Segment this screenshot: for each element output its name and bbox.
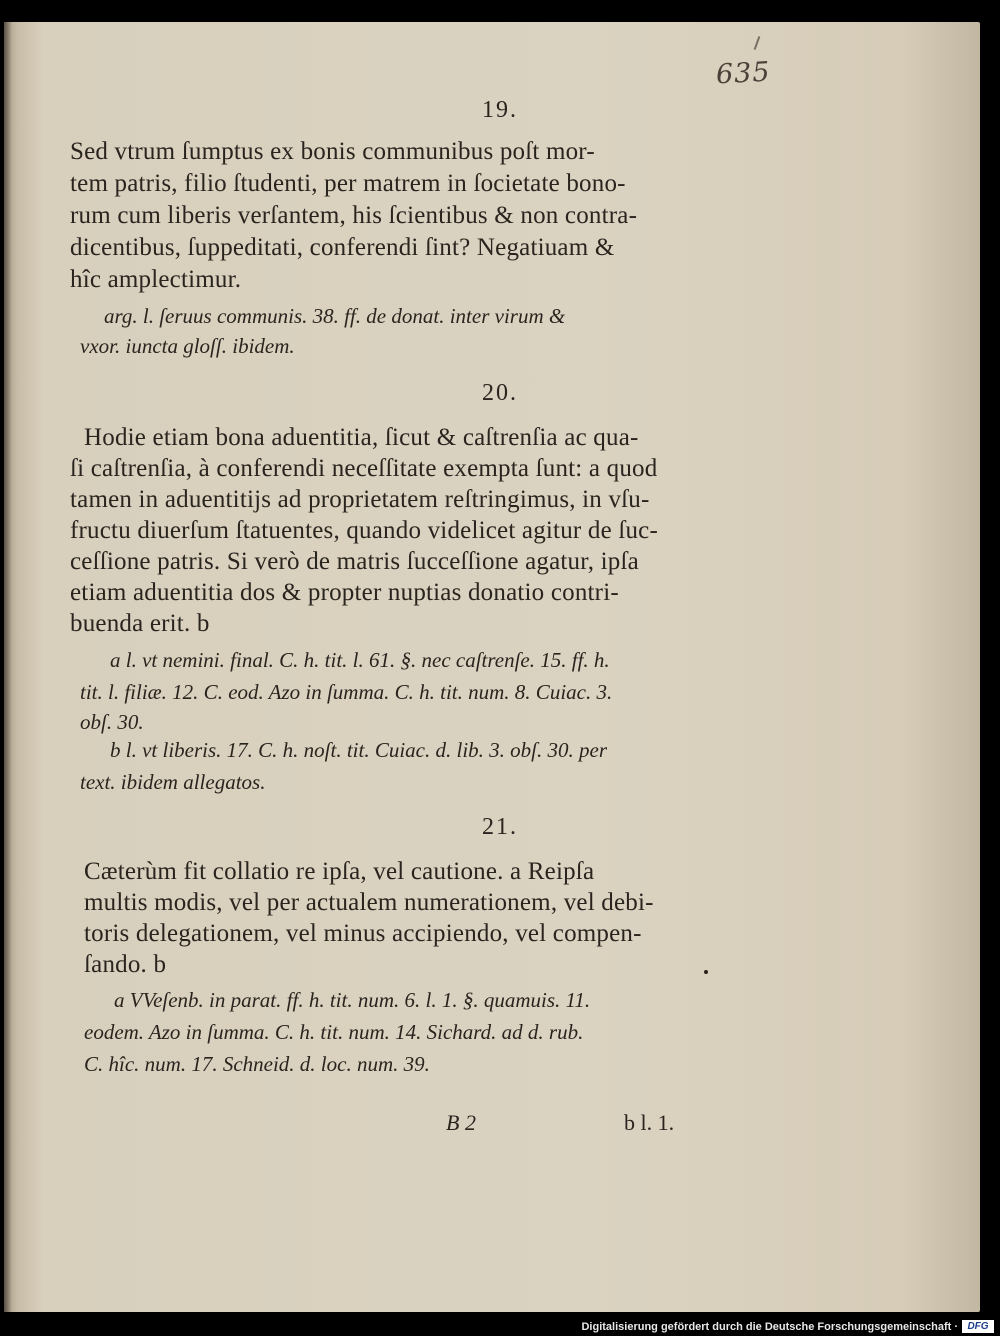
section-20-line-4: fructu diuerſum ſtatuentes, quando videlicet agitur de ſuc- bbox=[70, 517, 658, 544]
section-20-note-1: a l. vt nemini. final. C. h. tit. l. 61. §. nec caſtrenſe. 15. ff. h. bbox=[110, 648, 610, 672]
section-20-line-5: ceſſione patris. Si verò de matris ſucceſſione agatur, ipſa bbox=[70, 548, 639, 575]
section-19-line-4: dicentibus, ſuppeditati, conferendi ſint? Negatiuam & bbox=[70, 234, 615, 261]
section-19-line-5: hîc amplectimur. bbox=[70, 266, 242, 293]
section-21-note-2: eodem. Azo in ſumma. C. h. tit. num. 14. Sichard. ad d. rub. bbox=[84, 1020, 584, 1044]
section-19-line-2: tem patris, filio ſtudenti, per matrem in ſocietate bono- bbox=[70, 170, 626, 197]
dfg-logo: DFG bbox=[962, 1320, 994, 1333]
section-20-line-3: tamen in aduentitijs ad proprietatem reſtringimus, in vſu- bbox=[70, 486, 650, 513]
section-21-line-3: toris delegationem, vel minus accipiendo, vel compen- bbox=[84, 920, 642, 947]
section-20-note-2: tit. l. filiæ. 12. C. eod. Azo in ſumma. C. h. tit. num. 8. Cuiac. 3. bbox=[80, 680, 613, 704]
section-20-note-4: b l. vt liberis. 17. C. h. noſt. tit. Cuiac. d. lib. 3. obſ. 30. per bbox=[110, 738, 607, 762]
section-19-note-1: arg. l. ſeruus communis. 38. ff. de donat. inter virum & bbox=[104, 304, 566, 328]
section-21-line-2: multis modis, vel per actualem numerationem, vel debi- bbox=[84, 889, 654, 916]
catchword: b l. 1. bbox=[624, 1110, 675, 1135]
section-number-19: 19. bbox=[482, 97, 518, 123]
ink-speck bbox=[704, 970, 708, 974]
section-20-line-6: etiam aduentitia dos & propter nuptias donatio contri- bbox=[70, 579, 619, 606]
credit-text: Digitalisierung gefördert durch die Deutsche Forschungsgemeinschaft · bbox=[581, 1321, 958, 1333]
section-21-line-1: Cæterùm fit collatio re ipſa, vel cautione. a Reipſa bbox=[84, 858, 595, 885]
section-20-line-2: ſi caſtrenſia, à conferendi neceſſitate exempta ſunt: a quod bbox=[70, 455, 658, 482]
section-20-note-5: text. ibidem allegatos. bbox=[80, 770, 266, 794]
section-number-21: 21. bbox=[482, 814, 518, 840]
section-21-line-4: ſando. b bbox=[84, 951, 167, 978]
page-gutter-shadow bbox=[4, 22, 12, 1312]
section-21-note-3: C. hîc. num. 17. Schneid. d. loc. num. 39. bbox=[84, 1052, 430, 1076]
section-19-note-2: vxor. iuncta gloſſ. ibidem. bbox=[80, 334, 295, 358]
section-19-line-3: rum cum liberis verſantem, his ſcientibus & non contra- bbox=[70, 202, 638, 229]
section-20-line-7: buenda erit. b bbox=[70, 610, 210, 637]
section-19-line-1: Sed vtrum ſumptus ex bonis communibus poſt mor- bbox=[70, 138, 595, 165]
section-20-note-3: obſ. 30. bbox=[80, 710, 144, 734]
signature-mark: B 2 bbox=[446, 1110, 476, 1135]
handwritten-page-number: 635 bbox=[715, 56, 772, 91]
section-20-line-1: Hodie etiam bona aduentitia, ſicut & caſtrenſia ac qua- bbox=[84, 424, 639, 451]
section-number-20: 20. bbox=[482, 380, 518, 406]
section-21-note-1: a VVeſenb. in parat. ff. h. tit. num. 6. l. 1. §. quamuis. 11. bbox=[114, 988, 591, 1012]
